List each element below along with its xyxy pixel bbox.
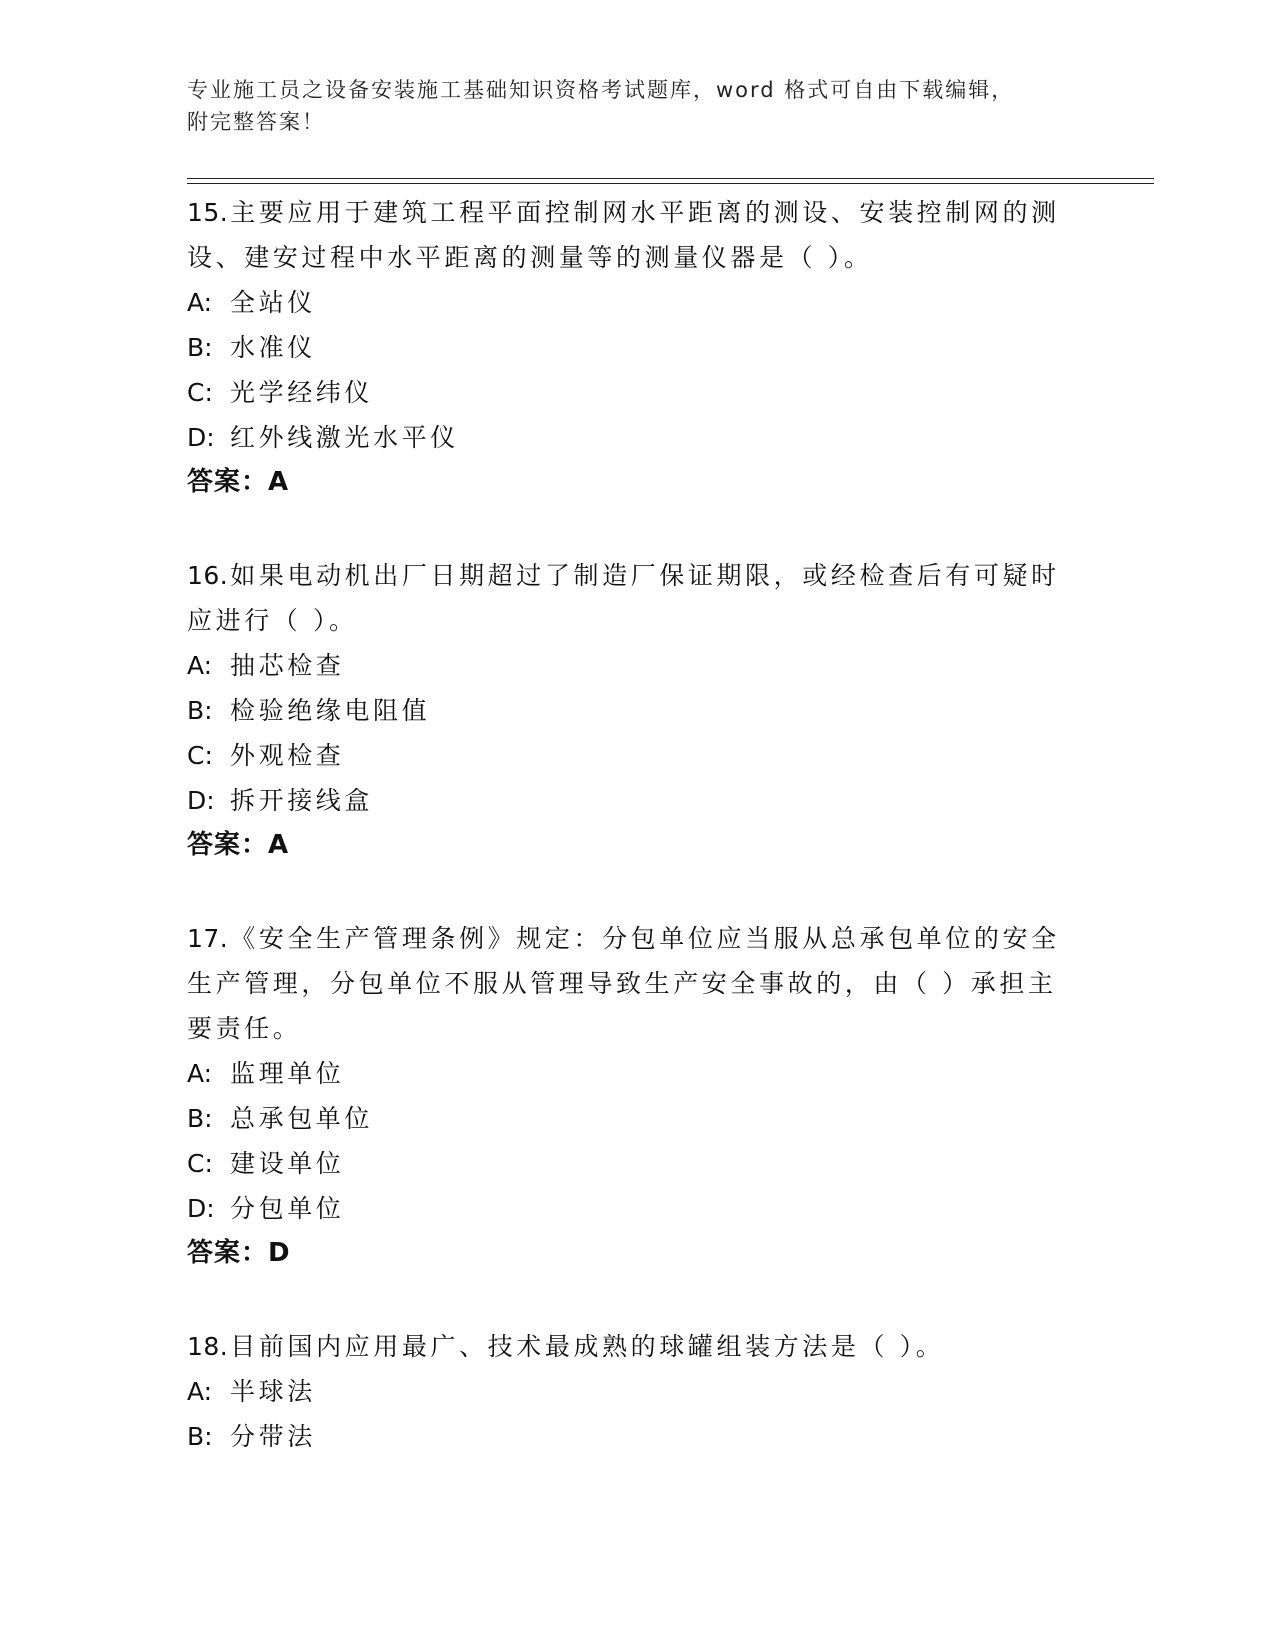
answer-label: 答案： bbox=[187, 830, 269, 860]
option-d bbox=[187, 778, 1077, 823]
option-c bbox=[187, 733, 1077, 778]
question-18 bbox=[187, 1324, 1077, 1459]
question-text bbox=[187, 553, 1077, 643]
answer-value: A bbox=[268, 830, 290, 860]
question-15 bbox=[187, 190, 1077, 505]
option-key: B: bbox=[187, 696, 213, 725]
option-key: A: bbox=[187, 1059, 213, 1088]
option-c bbox=[187, 1141, 1077, 1186]
option-b bbox=[187, 325, 1077, 370]
option-text: 建设单位 bbox=[230, 1149, 345, 1178]
answer-line bbox=[187, 460, 1077, 505]
document-header bbox=[187, 74, 1067, 138]
header-line-1: 专业施工员之设备安装施工基础知识资格考试题库，word 格式可自由下载编辑， bbox=[187, 78, 1015, 102]
option-text: 红外线激光水平仪 bbox=[230, 423, 459, 452]
option-b bbox=[187, 1414, 1077, 1459]
option-text: 水准仪 bbox=[230, 333, 316, 362]
header-divider-bottom bbox=[187, 183, 1154, 184]
question-number: 16. bbox=[187, 561, 229, 590]
option-text: 光学经纬仪 bbox=[230, 378, 374, 407]
answer-label: 答案： bbox=[187, 467, 269, 497]
option-text: 半球法 bbox=[230, 1377, 316, 1406]
option-a bbox=[187, 643, 1077, 688]
option-key: B: bbox=[187, 1104, 213, 1133]
option-key: D: bbox=[187, 1194, 215, 1223]
option-text: 全站仪 bbox=[230, 288, 316, 317]
option-b bbox=[187, 1096, 1077, 1141]
question-17 bbox=[187, 916, 1077, 1276]
option-text: 分包单位 bbox=[230, 1194, 345, 1223]
option-b bbox=[187, 688, 1077, 733]
question-text bbox=[187, 916, 1077, 1051]
question-stem: 《安全生产管理条例》规定：分包单位应当服从总承包单位的安全生产管理，分包单位不服从管理导致生产安全事故的，由（ ）承担主要责任。 bbox=[187, 924, 1060, 1043]
option-c bbox=[187, 370, 1077, 415]
option-key: B: bbox=[187, 333, 213, 362]
option-key: C: bbox=[187, 1149, 213, 1178]
option-text: 拆开接线盒 bbox=[230, 786, 374, 815]
question-list bbox=[187, 190, 1077, 1507]
option-a bbox=[187, 1369, 1077, 1414]
option-key: A: bbox=[187, 651, 213, 680]
question-number: 18. bbox=[187, 1332, 229, 1361]
answer-label: 答案： bbox=[187, 1238, 269, 1268]
option-key: D: bbox=[187, 423, 215, 452]
option-key: C: bbox=[187, 741, 213, 770]
answer-line bbox=[187, 823, 1077, 868]
option-text: 检验绝缘电阻值 bbox=[230, 696, 431, 725]
question-stem: 如果电动机出厂日期超过了制造厂保证期限，或经检查后有可疑时应进行（ ）。 bbox=[187, 561, 1060, 635]
answer-value: D bbox=[268, 1238, 291, 1268]
option-list bbox=[187, 1051, 1077, 1231]
option-a bbox=[187, 1051, 1077, 1096]
option-d bbox=[187, 415, 1077, 460]
answer-value: A bbox=[268, 467, 290, 497]
option-list bbox=[187, 643, 1077, 823]
question-16 bbox=[187, 553, 1077, 868]
option-key: A: bbox=[187, 1377, 213, 1406]
answer-line bbox=[187, 1231, 1077, 1276]
option-text: 外观检查 bbox=[230, 741, 345, 770]
question-text bbox=[187, 190, 1077, 280]
option-a bbox=[187, 280, 1077, 325]
option-key: A: bbox=[187, 288, 213, 317]
option-text: 总承包单位 bbox=[230, 1104, 374, 1133]
header-line-2: 附完整答案！ bbox=[187, 110, 325, 134]
option-key: C: bbox=[187, 378, 213, 407]
option-list bbox=[187, 1369, 1077, 1459]
question-text bbox=[187, 1324, 1077, 1369]
option-text: 抽芯检查 bbox=[230, 651, 345, 680]
option-list bbox=[187, 280, 1077, 460]
question-stem: 主要应用于建筑工程平面控制网水平距离的测设、安装控制网的测设、建安过程中水平距离的测量等的测量仪器是（ ）。 bbox=[187, 198, 1060, 272]
question-number: 15. bbox=[187, 198, 229, 227]
option-key: D: bbox=[187, 786, 215, 815]
option-text: 分带法 bbox=[230, 1422, 316, 1451]
header-divider-top bbox=[187, 178, 1154, 179]
option-text: 监理单位 bbox=[230, 1059, 345, 1088]
option-d bbox=[187, 1186, 1077, 1231]
question-stem: 目前国内应用最广、技术最成熟的球罐组装方法是（ ）。 bbox=[230, 1332, 945, 1361]
option-key: B: bbox=[187, 1422, 213, 1451]
question-number: 17. bbox=[187, 924, 229, 953]
